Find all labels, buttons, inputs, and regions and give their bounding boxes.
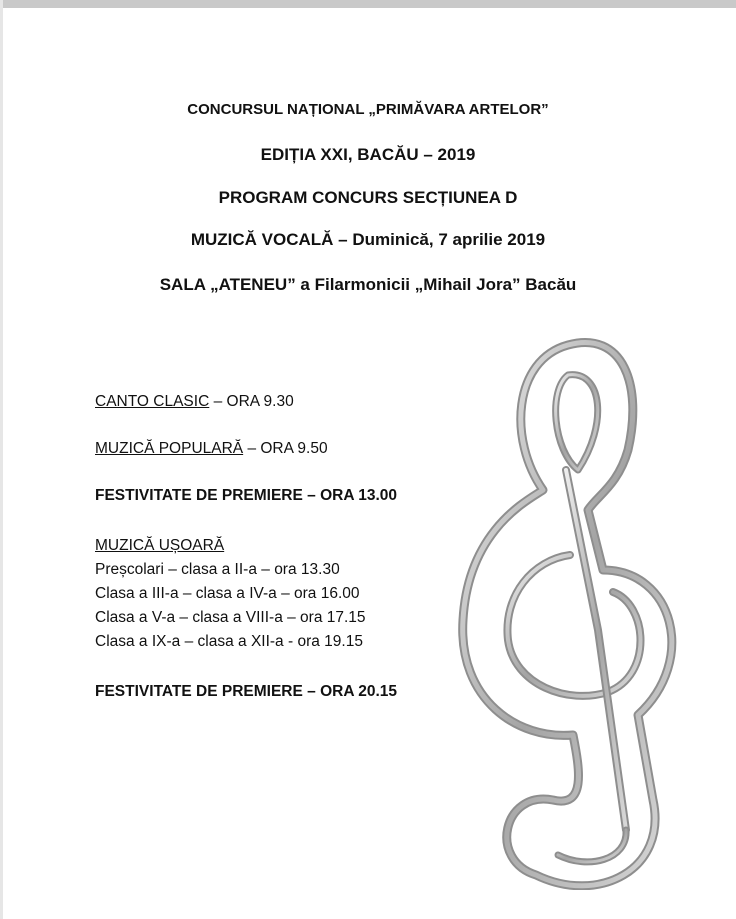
usoara-item: Preșcolari – clasa a II-a – ora 13.30 <box>95 561 340 578</box>
program-section-line: PROGRAM CONCURS SECȚIUNEA D <box>218 188 518 207</box>
usoara-item: Clasa a IX-a – clasa a XII-a - ora 19.15 <box>95 633 363 650</box>
muzica-usoara-title: MUZICĂ UȘOARĂ <box>95 537 225 554</box>
top-border <box>0 0 736 8</box>
treble-clef-icon <box>448 330 688 890</box>
festivitate-premiere-2: FESTIVITATE DE PREMIERE – ORA 20.15 <box>95 683 398 700</box>
left-border <box>0 0 3 919</box>
usoara-item: Clasa a V-a – clasa a VIII-a – ora 17.15 <box>95 609 366 626</box>
contest-title: CONCURSUL NAȚIONAL „PRIMĂVARA ARTELOR” <box>187 101 549 118</box>
venue-line: SALA „ATENEU” a Filarmonicii „Mihail Jora” Bacău <box>159 275 577 294</box>
canto-clasic-entry <box>95 393 294 411</box>
canto-clasic-time: – ORA 9.30 <box>209 393 294 410</box>
festivitate-premiere-1: FESTIVITATE DE PREMIERE – ORA 13.00 <box>95 487 398 504</box>
usoara-item: Clasa a III-a – clasa a IV-a – ora 16.00 <box>95 585 360 602</box>
date-line: MUZICĂ VOCALĂ – Duminică, 7 aprilie 2019 <box>190 230 546 249</box>
edition-line: EDIȚIA XXI, BACĂU – 2019 <box>260 145 476 164</box>
muzica-populara-time: – ORA 9.50 <box>243 440 328 457</box>
muzica-populara-entry <box>95 440 328 458</box>
canto-clasic-title: CANTO CLASIC <box>95 393 210 410</box>
muzica-populara-title: MUZICĂ POPULARĂ <box>95 440 244 457</box>
